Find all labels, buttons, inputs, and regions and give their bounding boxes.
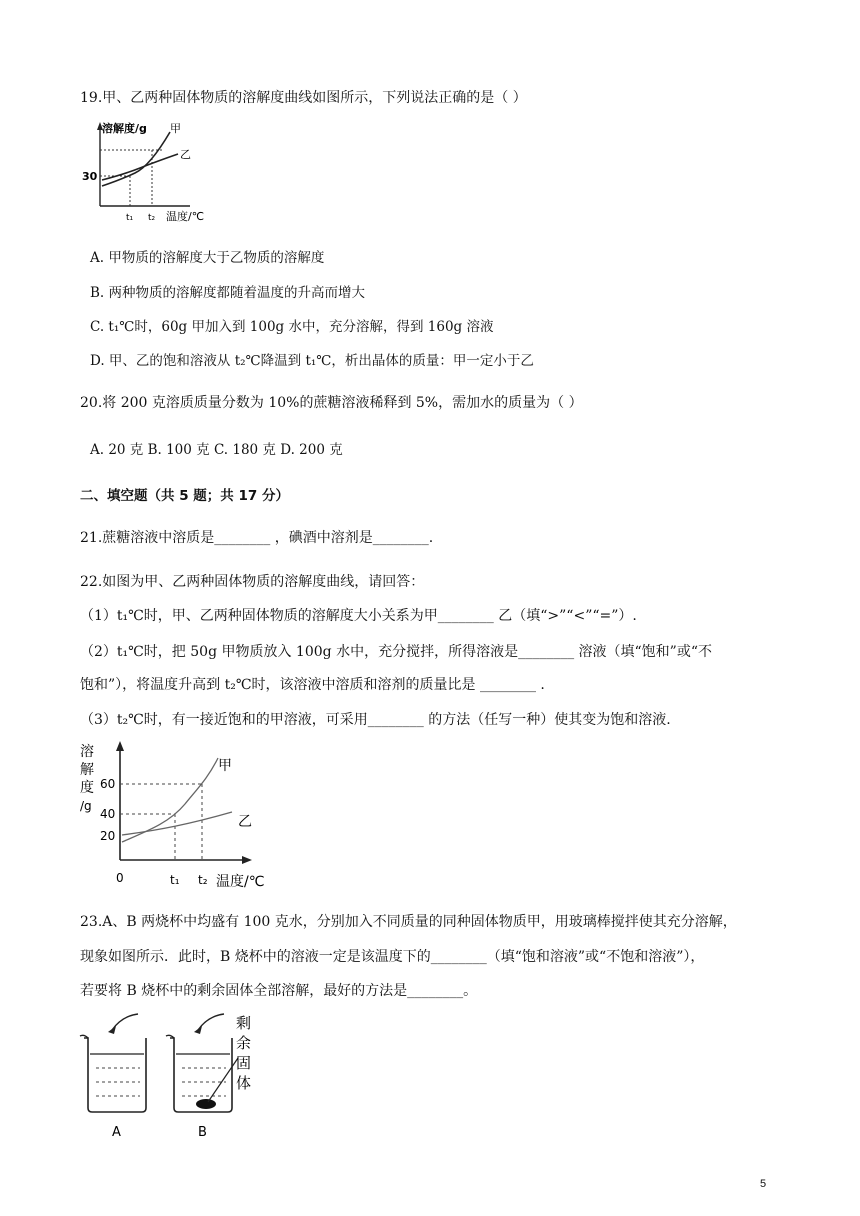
q22-x-tick-0: 0 (116, 871, 124, 885)
q19-curve-yi (102, 154, 178, 180)
q19-y-label: 溶解度/g (102, 122, 147, 135)
q21-stem: 21.蔗糖溶液中溶质是________ ，碘酒中溶剂是________. (80, 530, 434, 546)
q19-x-label: 温度/℃ (166, 210, 205, 223)
q23-beakers-figure (78, 1012, 278, 1162)
q22-y-tick-40: 40 (100, 807, 116, 821)
q20-stem: 20.将 200 克溶质质量分数为 10%的蔗糖溶液稀释到 5%，需加水的质量为（ ） (80, 395, 583, 411)
q22-part1: （1）t₁℃时，甲、乙两种固体物质的溶解度大小关系为甲________ 乙（填“>”“<”“=”）. (80, 608, 637, 624)
q19-x-tick-t2: t₂ (148, 213, 156, 223)
q19-y-tick-30: 30 (82, 170, 98, 183)
q22-solubility-chart (80, 738, 280, 893)
q23-line3: 若要将 B 烧杯中的剩余固体全部溶解，最好的方法是________。 (80, 983, 478, 999)
beaker-b (166, 1014, 238, 1112)
remaining-solid (196, 1099, 216, 1109)
q22-y-label-4: /g (80, 799, 92, 813)
q22-series-jia: 甲 (218, 758, 232, 774)
q22-x-tick-t2: t₂ (198, 873, 208, 887)
page-number: 5 (760, 1178, 767, 1190)
label-remaining-3: 固 (236, 1054, 252, 1072)
q22-y-tick-20: 20 (100, 829, 116, 843)
q22-series-yi: 乙 (238, 814, 252, 830)
q19-option-a: A. 甲物质的溶解度大于乙物质的溶解度 (90, 250, 325, 266)
label-beaker-b: B (198, 1125, 207, 1140)
q22-part2-line2: 饱和”），将温度升高到 t₂℃时，该溶液中溶质和溶剂的质量比是 ________ . (80, 677, 545, 693)
q22-x-tick-t1: t₁ (170, 873, 180, 887)
q22-y-label-2: 解 (80, 762, 94, 778)
q19-series-jia: 甲 (170, 122, 181, 135)
q19-series-yi: 乙 (180, 148, 191, 161)
q19-option-b: B. 两种物质的溶解度都随着温度的升高而增大 (90, 285, 366, 301)
q19-option-d: D. 甲、乙的饱和溶液从 t₂℃降温到 t₁℃，析出晶体的质量：甲一定小于乙 (90, 353, 534, 369)
label-remaining-1: 剩 (236, 1014, 252, 1032)
label-beaker-a: A (112, 1125, 121, 1140)
q22-y-label-1: 溶 (80, 744, 94, 760)
q22-part3: （3）t₂℃时，有一接近饱和的甲溶液，可采用________ 的方法（任写一种）使其变为饱和溶液. (80, 712, 671, 728)
q22-y-tick-60: 60 (100, 777, 116, 791)
label-remaining-2: 余 (236, 1034, 252, 1052)
beaker-a (80, 1014, 146, 1112)
q19-option-c: C. t₁℃时，60g 甲加入到 100g 水中，充分溶解，得到 160g 溶液 (90, 319, 494, 335)
q19-solubility-chart (80, 118, 230, 228)
q23-line2: 现象如图所示．此时，B 烧杯中的溶液一定是该温度下的________（填“饱和溶液”或“不饱和溶液”）， (80, 949, 705, 965)
q23-line1: 23.A、B 两烧杯中均盛有 100 克水，分别加入不同质量的同种固体物质甲，用玻璃棒搅拌使其充分溶解， (80, 914, 737, 930)
q22-stem: 22.如图为甲、乙两种固体物质的溶解度曲线，请回答： (80, 574, 425, 590)
q22-part2-line1: （2）t₁℃时，把 50g 甲物质放入 100g 水中，充分搅拌，所得溶液是________ 溶液（填“饱和”或“不 (80, 644, 712, 660)
label-remaining-4: 体 (236, 1074, 252, 1092)
q20-options: A. 20 克 B. 100 克 C. 180 克 D. 200 克 (90, 442, 343, 458)
q22-x-label: 温度/℃ (216, 874, 265, 890)
q22-curve-jia (122, 758, 218, 842)
section-heading-fill-in: 二、填空题（共 5 题；共 17 分） (80, 488, 289, 504)
q22-curve-yi (122, 812, 232, 835)
q19-stem: 19.甲、乙两种固体物质的溶解度曲线如图所示，下列说法正确的是（ ） (80, 90, 527, 106)
q22-y-label-3: 度 (80, 780, 94, 796)
q19-x-tick-t1: t₁ (126, 213, 134, 223)
